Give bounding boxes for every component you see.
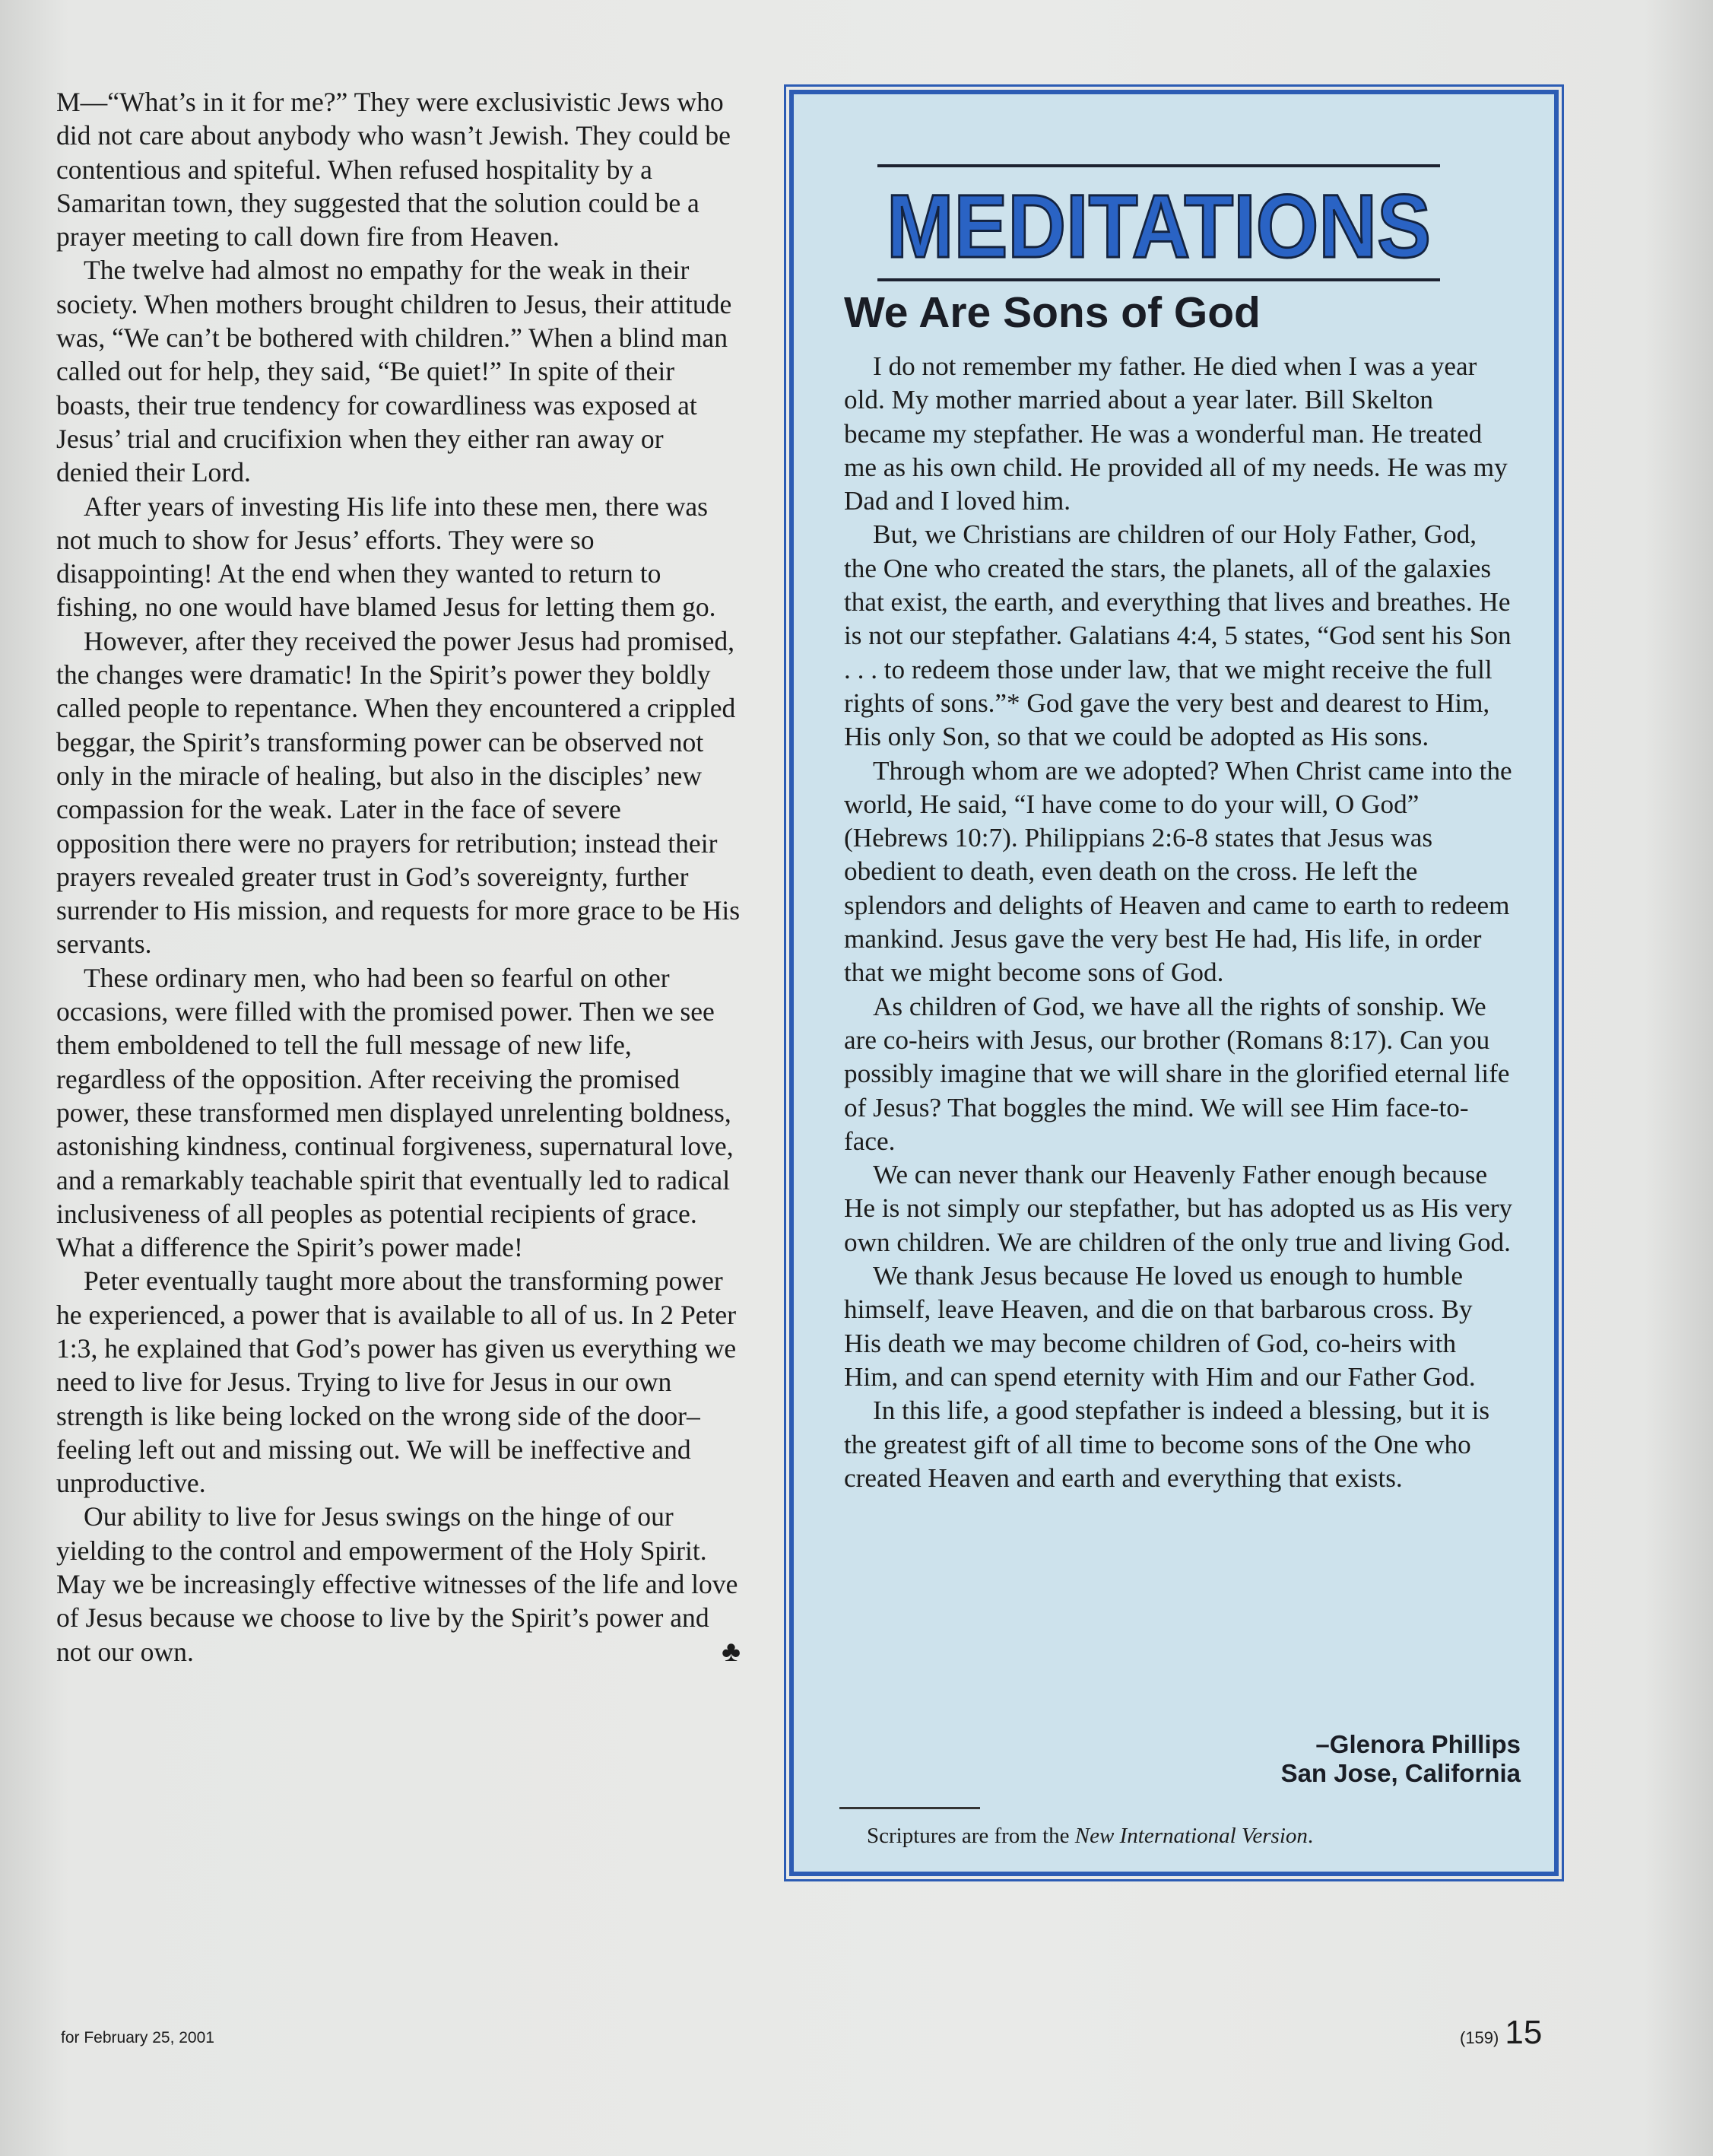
article-paragraph: These ordinary men, who had been so fearful on other occasions, were filled with the promised power. Then we see them emboldened to tell the full message of new life, regardless of the opposition. After receiving the promised power, these transformed men displayed unrelenting boldness, astonishing kindness, continual forgiveness, supernatural love, and a remarkably teachable spirit that eventually led to radical inclusiveness of all peoples as potential recipients of grace. What a difference the Spirit’s power made! (56, 962, 734, 1263)
sidebar-paragraph: We thank Jesus because He loved us enough to humble himself, leave Heaven, and die on that barbarous cross. By His death we may become children of God, co-heirs with Him, and can spend eternity with Him and our Father God. (844, 1261, 1476, 1392)
author-location: San Jose, California (1280, 1759, 1521, 1787)
sidebar-paragraph: Through whom are we adopted? When Christ came into the world, He said, “I have come to do your will, O God” (Hebrews 10:7). Philippians 2:6-8 states that Jesus was obedient to death, even death on the cross. He left the splendors and delights of Heaven and came to earth to redeem mankind. Jesus gave the very best He had, His life, in order that we might become sons of God. (844, 755, 1512, 988)
banner-rule-bottom (877, 278, 1440, 281)
article-paragraph-last (56, 1500, 741, 1668)
article-paragraph: However, after they received the power Jesus had promised, the changes were dramatic! In the Spirit’s power they boldly called people to repentance. When they encountered a crippled beggar, the Spirit’s transforming power can be observed not only in the miracle of healing, but also in the disciples’ new compassion for the weak. Later in the face of severe opposition there were no prayers for retribution; instead their prayers revealed greater trust in God’s sovereignty, further surrender to His mission, and requests for more grace to be His servants. (56, 625, 741, 960)
sidebar-paragraph: I do not remember my father. He died when I was a year old. My mother married about a year later. Bill Skelton became my stepfather. He was a wonderful man. He treated me as his own child. He provided all of my needs. He was my Dad and I loved him. (844, 351, 1508, 516)
sidebar-paragraph: We can never thank our Heavenly Father enough because He is not simply our stepfather, but has adopted us as His very own children. We are children of the only true and living God. (844, 1160, 1513, 1257)
meditations-sidebar (789, 90, 1559, 1876)
meditations-logo (877, 167, 1440, 278)
article-paragraph: M—“What’s in it for me?” They were exclusivistic Jews who did not care about anybody who wasn’t Jewish. They could be contentious and spiteful. When refused hospitality by a Samaritan town, they suggested that the solution could be a prayer meeting to call down fire from Heaven. (56, 87, 731, 252)
footnote-suffix: . (1307, 1824, 1314, 1848)
end-mark-icon: ♣ (722, 1635, 741, 1668)
footnote-prefix: Scriptures are from the (867, 1824, 1075, 1848)
sidebar-paragraph: In this life, a good stepfather is indeed a blessing, but it is the greatest gift of all time to become sons of the One who created Heaven and earth and everything that exists. (844, 1396, 1490, 1493)
page-number: 15 (1505, 2014, 1543, 2051)
author-name: –Glenora Phillips (1315, 1730, 1521, 1758)
meditations-banner (877, 164, 1440, 281)
article-paragraph: Peter eventually taught more about the transforming power he experienced, a power that is available to all of us. In 2 Peter 1:3, he explained that God’s power has given us everything we need to live for Jesus. Trying to live for Jesus in our own strength is like being locked on the wrong side of the door–feeling left out and missing out. We will be ineffective and unproductive. (56, 1265, 737, 1499)
sidebar-title: We Are Sons of God (844, 288, 1261, 337)
sidebar-paragraph: But, we Christians are children of our Holy Father, God, the One who created the stars, the planets, all of the galaxies that exist, the earth, and everything that lives and breathes. He is not our stepfather. Galatians 4:4, 5 states, “God sent his Son . . . to redeem those under law, that we might receive the full rights of sons.”* God gave the very best and dearest to Him, His only Son, so that we could be adopted as His sons. (844, 519, 1512, 752)
page-footer (1460, 2014, 1542, 2052)
article-paragraph-text: Our ability to live for Jesus swings on the hinge of our yielding to the control and empowerment of the Holy Spirit. May we be increasingly effective witnesses of the life and love of Jesus because we choose to live by the Spirit’s power and not our own. (56, 1501, 738, 1667)
sidebar-body (844, 350, 1513, 1495)
footnote-version: New International Version (1074, 1824, 1308, 1848)
article-column (56, 85, 741, 1669)
article-paragraph: The twelve had almost no empathy for the weak in their society. When mothers brought children to Jesus, their attitude was, “We can’t be bothered with children.” When a blind man called out for help, they said, “Be quiet!” In spite of their boasts, their true tendency for cowardliness was exposed at Jesus’ trial and crucifixion when they either ran away or denied their Lord. (56, 255, 732, 488)
footnote-rule (839, 1807, 980, 1809)
sidebar-paragraph: As children of God, we have all the rights of sonship. We are co-heirs with Jesus, our brother (Romans 8:17). Can you possibly imagine that we will share in the glorified eternal life of Jesus? That boggles the mind. We will see Him face-to-face. (844, 991, 1510, 1156)
banner-text: MEDITATIONS (887, 176, 1431, 277)
issue-date: for February 25, 2001 (61, 2029, 214, 2046)
author-byline (1281, 1730, 1521, 1788)
issue-number: (159) (1460, 2028, 1499, 2047)
article-paragraph: After years of investing His life into these men, there was not much to show for Jesus’ efforts. They were so disappointing! At the end when they wanted to return to fishing, no one would have blamed Jesus for letting them go. (56, 491, 716, 623)
footnote (867, 1822, 1313, 1850)
